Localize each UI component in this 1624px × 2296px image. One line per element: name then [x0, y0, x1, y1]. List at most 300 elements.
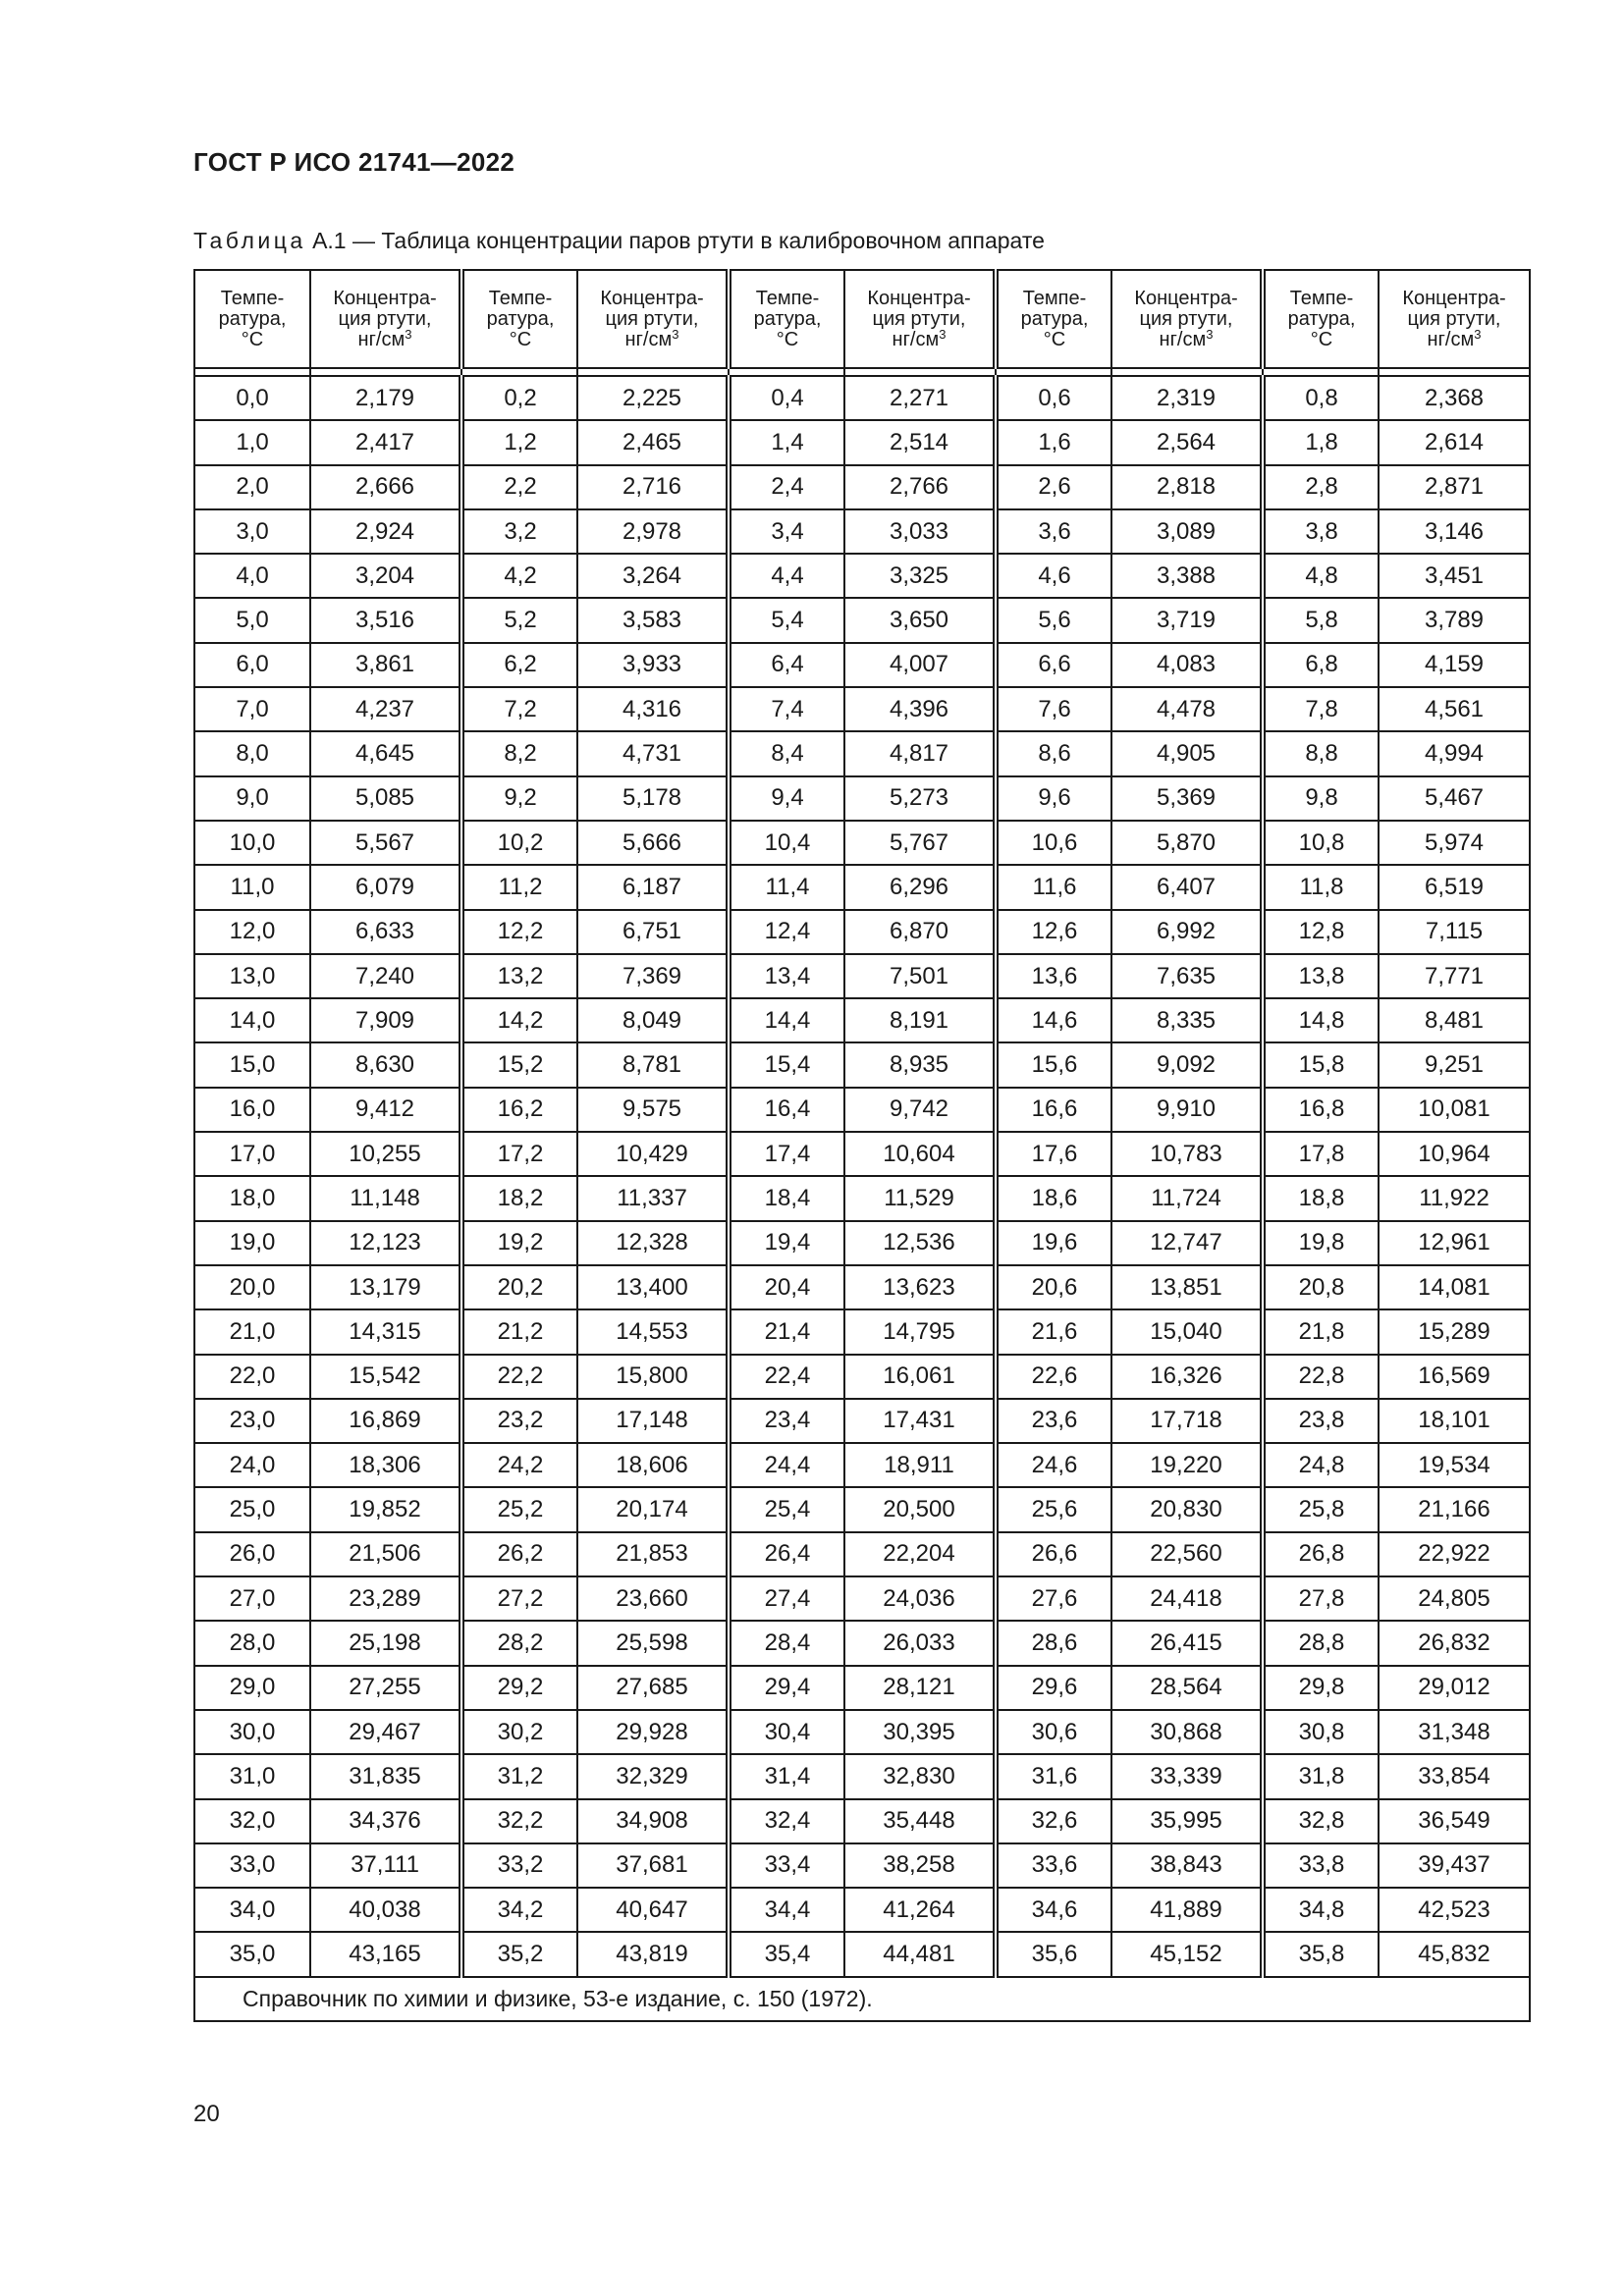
temperature-cell: 13,6 [996, 954, 1111, 998]
concentration-cell: 6,296 [844, 865, 996, 909]
header-gap-row [194, 368, 1530, 376]
temperature-cell: 0,2 [461, 376, 577, 420]
temperature-cell: 29,8 [1263, 1666, 1379, 1710]
header-temp-line-2: ратура, [218, 307, 287, 330]
table-row [194, 1042, 1530, 1087]
temperature-cell: 24,0 [194, 1443, 310, 1487]
temperature-cell: 24,6 [996, 1443, 1111, 1487]
concentration-cell: 8,630 [310, 1042, 461, 1087]
concentration-cell: 34,376 [310, 1799, 461, 1843]
concentration-cell: 10,964 [1379, 1132, 1530, 1176]
temperature-cell: 20,0 [194, 1265, 310, 1309]
concentration-cell: 4,007 [844, 643, 996, 687]
concentration-cell: 9,575 [577, 1088, 729, 1132]
concentration-cell: 14,081 [1379, 1265, 1530, 1309]
table-row [194, 1176, 1530, 1220]
concentration-cell: 8,049 [577, 998, 729, 1042]
temperature-cell: 0,4 [729, 376, 844, 420]
temperature-cell: 22,4 [729, 1355, 844, 1399]
temperature-cell: 5,8 [1263, 598, 1379, 642]
temperature-cell: 17,6 [996, 1132, 1111, 1176]
concentration-cell: 4,396 [844, 687, 996, 731]
concentration-cell: 35,448 [844, 1799, 996, 1843]
temperature-cell: 1,6 [996, 420, 1111, 464]
temperature-cell: 30,4 [729, 1710, 844, 1754]
concentration-cell: 27,255 [310, 1666, 461, 1710]
concentration-cell: 12,328 [577, 1221, 729, 1265]
concentration-cell: 36,549 [1379, 1799, 1530, 1843]
concentration-cell: 41,889 [1111, 1888, 1263, 1932]
gap-cell [577, 368, 729, 376]
header-temperature [996, 270, 1111, 368]
temperature-cell: 5,0 [194, 598, 310, 642]
concentration-cell: 2,818 [1111, 465, 1263, 509]
temperature-cell: 19,6 [996, 1221, 1111, 1265]
table-row [194, 910, 1530, 954]
temperature-cell: 21,0 [194, 1309, 310, 1354]
gap-cell [729, 368, 844, 376]
concentration-cell: 13,400 [577, 1265, 729, 1309]
concentration-cell: 6,407 [1111, 865, 1263, 909]
concentration-cell: 2,319 [1111, 376, 1263, 420]
concentration-cell: 4,083 [1111, 643, 1263, 687]
concentration-cell: 42,523 [1379, 1888, 1530, 1932]
header-concentration [1111, 270, 1263, 368]
concentration-cell: 3,204 [310, 554, 461, 598]
temperature-cell: 3,0 [194, 509, 310, 554]
concentration-cell: 20,500 [844, 1487, 996, 1531]
temperature-cell: 15,2 [461, 1042, 577, 1087]
concentration-cell: 3,583 [577, 598, 729, 642]
concentration-cell: 13,851 [1111, 1265, 1263, 1309]
concentration-cell: 22,204 [844, 1532, 996, 1576]
temperature-cell: 35,8 [1263, 1932, 1379, 1976]
concentration-cell: 45,152 [1111, 1932, 1263, 1976]
header-concentration [1379, 270, 1530, 368]
temperature-cell: 9,6 [996, 776, 1111, 821]
concentration-cell: 2,978 [577, 509, 729, 554]
concentration-cell: 34,908 [577, 1799, 729, 1843]
temperature-cell: 17,0 [194, 1132, 310, 1176]
table-row [194, 731, 1530, 775]
temperature-cell: 11,0 [194, 865, 310, 909]
concentration-cell: 28,121 [844, 1666, 996, 1710]
concentration-cell: 6,992 [1111, 910, 1263, 954]
temperature-cell: 35,0 [194, 1932, 310, 1976]
temperature-cell: 11,2 [461, 865, 577, 909]
header-conc-line-2: ция ртути, [1407, 307, 1501, 330]
temperature-cell: 10,6 [996, 821, 1111, 865]
concentration-cell: 3,650 [844, 598, 996, 642]
temperature-cell: 0,0 [194, 376, 310, 420]
temperature-cell: 19,4 [729, 1221, 844, 1265]
temperature-cell: 6,6 [996, 643, 1111, 687]
concentration-cell: 8,781 [577, 1042, 729, 1087]
temperature-cell: 18,2 [461, 1176, 577, 1220]
temperature-cell: 0,8 [1263, 376, 1379, 420]
header-temp-line-3: °С [1043, 328, 1066, 350]
temperature-cell: 21,8 [1263, 1309, 1379, 1354]
concentration-cell: 9,412 [310, 1088, 461, 1132]
concentration-cell: 10,255 [310, 1132, 461, 1176]
temperature-cell: 29,4 [729, 1666, 844, 1710]
concentration-cell: 7,909 [310, 998, 461, 1042]
temperature-cell: 7,4 [729, 687, 844, 731]
concentration-cell: 4,316 [577, 687, 729, 731]
concentration-cell: 33,854 [1379, 1754, 1530, 1798]
concentration-cell: 3,264 [577, 554, 729, 598]
header-temp-line-1: Темпе- [220, 287, 285, 309]
temperature-cell: 12,2 [461, 910, 577, 954]
temperature-cell: 33,4 [729, 1843, 844, 1888]
table-row [194, 465, 1530, 509]
table-caption [193, 228, 1045, 254]
temperature-cell: 28,0 [194, 1621, 310, 1665]
table-row [194, 1132, 1530, 1176]
temperature-cell: 8,4 [729, 731, 844, 775]
header-conc-line-1: Концентра- [1134, 287, 1238, 309]
concentration-cell: 17,718 [1111, 1399, 1263, 1443]
concentration-cell: 20,174 [577, 1487, 729, 1531]
header-conc-line-2: ция ртути, [338, 307, 432, 330]
header-conc-unit-exponent: 3 [1474, 326, 1482, 342]
temperature-cell: 17,2 [461, 1132, 577, 1176]
header-temp-line-3: °С [1310, 328, 1333, 350]
concentration-cell: 6,079 [310, 865, 461, 909]
concentration-cell: 25,198 [310, 1621, 461, 1665]
temperature-cell: 2,2 [461, 465, 577, 509]
temperature-cell: 24,8 [1263, 1443, 1379, 1487]
concentration-cell: 5,085 [310, 776, 461, 821]
concentration-cell: 11,337 [577, 1176, 729, 1220]
temperature-cell: 18,8 [1263, 1176, 1379, 1220]
temperature-cell: 34,2 [461, 1888, 577, 1932]
header-conc-unit: нг/см [1159, 328, 1207, 350]
concentration-cell: 4,237 [310, 687, 461, 731]
temperature-cell: 4,0 [194, 554, 310, 598]
header-temp-line-2: ратура, [486, 307, 555, 330]
temperature-cell: 15,4 [729, 1042, 844, 1087]
temperature-cell: 18,0 [194, 1176, 310, 1220]
gap-cell [194, 368, 310, 376]
table-number: А.1 [312, 228, 347, 253]
gap-cell [1263, 368, 1379, 376]
header-conc-line-2: ция ртути, [1139, 307, 1233, 330]
concentration-cell: 30,395 [844, 1710, 996, 1754]
temperature-cell: 35,2 [461, 1932, 577, 1976]
header-conc-line-1: Концентра- [1402, 287, 1506, 309]
concentration-cell: 43,165 [310, 1932, 461, 1976]
concentration-cell: 29,467 [310, 1710, 461, 1754]
temperature-cell: 23,8 [1263, 1399, 1379, 1443]
temperature-cell: 4,4 [729, 554, 844, 598]
concentration-cell: 9,251 [1379, 1042, 1530, 1087]
concentration-cell: 39,437 [1379, 1843, 1530, 1888]
temperature-cell: 8,8 [1263, 731, 1379, 775]
table-row [194, 376, 1530, 420]
header-conc-unit-exponent: 3 [1206, 326, 1214, 342]
temperature-cell: 13,8 [1263, 954, 1379, 998]
gap-cell [1379, 368, 1530, 376]
temperature-cell: 25,8 [1263, 1487, 1379, 1531]
concentration-cell: 37,111 [310, 1843, 461, 1888]
concentration-cell: 6,751 [577, 910, 729, 954]
temperature-cell: 19,2 [461, 1221, 577, 1265]
table-row [194, 1576, 1530, 1621]
table-title: — Таблица концентрации паров ртути в калибровочном аппарате [346, 228, 1045, 253]
concentration-cell: 2,924 [310, 509, 461, 554]
temperature-cell: 27,2 [461, 1576, 577, 1621]
concentration-cell: 4,159 [1379, 643, 1530, 687]
concentration-cell: 3,719 [1111, 598, 1263, 642]
concentration-cell: 3,861 [310, 643, 461, 687]
temperature-cell: 19,0 [194, 1221, 310, 1265]
header-temp-line-3: °С [509, 328, 532, 350]
temperature-cell: 24,2 [461, 1443, 577, 1487]
concentration-cell: 22,922 [1379, 1532, 1530, 1576]
temperature-cell: 16,8 [1263, 1088, 1379, 1132]
table-row [194, 420, 1530, 464]
temperature-cell: 28,4 [729, 1621, 844, 1665]
table-row [194, 1932, 1530, 1976]
header-conc-unit-exponent: 3 [672, 326, 679, 342]
concentration-cell: 4,731 [577, 731, 729, 775]
header-concentration [844, 270, 996, 368]
temperature-cell: 21,6 [996, 1309, 1111, 1354]
concentration-cell: 11,148 [310, 1176, 461, 1220]
concentration-cell: 3,089 [1111, 509, 1263, 554]
document-code: ГОСТ Р ИСО 21741—2022 [193, 147, 515, 177]
temperature-cell: 7,8 [1263, 687, 1379, 731]
concentration-cell: 2,666 [310, 465, 461, 509]
concentration-cell: 43,819 [577, 1932, 729, 1976]
temperature-cell: 14,2 [461, 998, 577, 1042]
concentration-cell: 40,038 [310, 1888, 461, 1932]
header-conc-unit: нг/см [357, 328, 406, 350]
temperature-cell: 28,6 [996, 1621, 1111, 1665]
temperature-cell: 13,2 [461, 954, 577, 998]
source-row [194, 1977, 1530, 2021]
temperature-cell: 18,6 [996, 1176, 1111, 1220]
concentration-cell: 2,514 [844, 420, 996, 464]
temperature-cell: 14,0 [194, 998, 310, 1042]
concentration-cell: 23,289 [310, 1576, 461, 1621]
temperature-cell: 8,2 [461, 731, 577, 775]
temperature-cell: 1,0 [194, 420, 310, 464]
gap-cell [461, 368, 577, 376]
temperature-cell: 29,6 [996, 1666, 1111, 1710]
temperature-cell: 2,4 [729, 465, 844, 509]
concentration-cell: 3,033 [844, 509, 996, 554]
temperature-cell: 18,4 [729, 1176, 844, 1220]
concentration-cell: 15,289 [1379, 1309, 1530, 1354]
header-temp-line-1: Темпе- [1289, 287, 1354, 309]
temperature-cell: 3,8 [1263, 509, 1379, 554]
temperature-cell: 2,6 [996, 465, 1111, 509]
concentration-cell: 5,273 [844, 776, 996, 821]
concentration-cell: 21,506 [310, 1532, 461, 1576]
concentration-cell: 5,369 [1111, 776, 1263, 821]
concentration-cell: 2,368 [1379, 376, 1530, 420]
table-label: Таблица [193, 228, 306, 253]
temperature-cell: 20,2 [461, 1265, 577, 1309]
temperature-cell: 27,8 [1263, 1576, 1379, 1621]
concentration-cell: 3,933 [577, 643, 729, 687]
temperature-cell: 27,4 [729, 1576, 844, 1621]
temperature-cell: 6,2 [461, 643, 577, 687]
table-row [194, 1710, 1530, 1754]
concentration-cell: 2,271 [844, 376, 996, 420]
concentration-cell: 2,766 [844, 465, 996, 509]
temperature-cell: 19,8 [1263, 1221, 1379, 1265]
temperature-cell: 9,0 [194, 776, 310, 821]
concentration-cell: 18,606 [577, 1443, 729, 1487]
table-row [194, 1221, 1530, 1265]
concentration-cell: 9,092 [1111, 1042, 1263, 1087]
header-temp-line-3: °С [241, 328, 264, 350]
concentration-cell: 17,148 [577, 1399, 729, 1443]
table-row [194, 1399, 1530, 1443]
concentration-cell: 15,800 [577, 1355, 729, 1399]
concentration-cell: 21,853 [577, 1532, 729, 1576]
temperature-cell: 1,8 [1263, 420, 1379, 464]
concentration-cell: 22,560 [1111, 1532, 1263, 1576]
concentration-cell: 6,187 [577, 865, 729, 909]
temperature-cell: 32,4 [729, 1799, 844, 1843]
temperature-cell: 17,4 [729, 1132, 844, 1176]
temperature-cell: 14,4 [729, 998, 844, 1042]
concentration-cell: 16,869 [310, 1399, 461, 1443]
temperature-cell: 26,8 [1263, 1532, 1379, 1576]
table-row [194, 1088, 1530, 1132]
temperature-cell: 3,4 [729, 509, 844, 554]
header-conc-unit: нг/см [892, 328, 940, 350]
table-row [194, 1843, 1530, 1888]
concentration-cell: 32,830 [844, 1754, 996, 1798]
concentration-cell: 17,431 [844, 1399, 996, 1443]
temperature-cell: 7,0 [194, 687, 310, 731]
concentration-cell: 18,101 [1379, 1399, 1530, 1443]
temperature-cell: 34,8 [1263, 1888, 1379, 1932]
header-temp-line-2: ратура, [753, 307, 822, 330]
temperature-cell: 16,6 [996, 1088, 1111, 1132]
temperature-cell: 12,4 [729, 910, 844, 954]
temperature-cell: 35,6 [996, 1932, 1111, 1976]
header-concentration [577, 270, 729, 368]
table-row [194, 821, 1530, 865]
temperature-cell: 32,8 [1263, 1799, 1379, 1843]
concentration-cell: 3,451 [1379, 554, 1530, 598]
temperature-cell: 7,2 [461, 687, 577, 731]
temperature-cell: 28,2 [461, 1621, 577, 1665]
concentration-cell: 26,033 [844, 1621, 996, 1665]
table-row [194, 998, 1530, 1042]
table-row [194, 776, 1530, 821]
temperature-cell: 15,6 [996, 1042, 1111, 1087]
concentration-cell: 2,716 [577, 465, 729, 509]
table-row [194, 1799, 1530, 1843]
temperature-cell: 24,4 [729, 1443, 844, 1487]
header-temp-line-2: ратура, [1287, 307, 1356, 330]
concentration-cell: 3,516 [310, 598, 461, 642]
temperature-cell: 15,8 [1263, 1042, 1379, 1087]
concentration-cell: 8,191 [844, 998, 996, 1042]
concentration-cell: 5,178 [577, 776, 729, 821]
concentration-cell: 35,995 [1111, 1799, 1263, 1843]
temperature-cell: 6,8 [1263, 643, 1379, 687]
mercury-concentration-table [193, 269, 1531, 2022]
temperature-cell: 11,4 [729, 865, 844, 909]
concentration-cell: 3,325 [844, 554, 996, 598]
temperature-cell: 22,8 [1263, 1355, 1379, 1399]
concentration-cell: 18,306 [310, 1443, 461, 1487]
header-conc-unit-exponent: 3 [939, 326, 947, 342]
concentration-cell: 19,534 [1379, 1443, 1530, 1487]
concentration-cell: 13,179 [310, 1265, 461, 1309]
temperature-cell: 9,4 [729, 776, 844, 821]
temperature-cell: 16,2 [461, 1088, 577, 1132]
concentration-cell: 20,830 [1111, 1487, 1263, 1531]
temperature-cell: 16,4 [729, 1088, 844, 1132]
concentration-cell: 5,870 [1111, 821, 1263, 865]
concentration-cell: 38,258 [844, 1843, 996, 1888]
temperature-cell: 29,0 [194, 1666, 310, 1710]
temperature-cell: 12,8 [1263, 910, 1379, 954]
temperature-cell: 3,2 [461, 509, 577, 554]
concentration-cell: 19,220 [1111, 1443, 1263, 1487]
temperature-cell: 7,6 [996, 687, 1111, 731]
temperature-cell: 8,0 [194, 731, 310, 775]
table-row [194, 643, 1530, 687]
temperature-cell: 34,6 [996, 1888, 1111, 1932]
concentration-cell: 14,553 [577, 1309, 729, 1354]
temperature-cell: 10,8 [1263, 821, 1379, 865]
concentration-cell: 14,315 [310, 1309, 461, 1354]
concentration-cell: 11,922 [1379, 1176, 1530, 1220]
temperature-cell: 6,0 [194, 643, 310, 687]
concentration-cell: 11,724 [1111, 1176, 1263, 1220]
concentration-cell: 10,783 [1111, 1132, 1263, 1176]
temperature-cell: 30,6 [996, 1710, 1111, 1754]
temperature-cell: 26,0 [194, 1532, 310, 1576]
concentration-cell: 33,339 [1111, 1754, 1263, 1798]
header-conc-line-1: Концентра- [867, 287, 971, 309]
temperature-cell: 4,6 [996, 554, 1111, 598]
temperature-cell: 32,0 [194, 1799, 310, 1843]
table-row [194, 1621, 1530, 1665]
concentration-cell: 31,835 [310, 1754, 461, 1798]
temperature-cell: 9,2 [461, 776, 577, 821]
concentration-cell: 41,264 [844, 1888, 996, 1932]
header-conc-line-2: ция ртути, [605, 307, 699, 330]
temperature-cell: 27,0 [194, 1576, 310, 1621]
temperature-cell: 0,6 [996, 376, 1111, 420]
temperature-cell: 31,0 [194, 1754, 310, 1798]
header-conc-unit-exponent: 3 [405, 326, 412, 342]
temperature-cell: 8,6 [996, 731, 1111, 775]
table-row [194, 509, 1530, 554]
concentration-cell: 7,501 [844, 954, 996, 998]
concentration-cell: 5,567 [310, 821, 461, 865]
concentration-cell: 10,604 [844, 1132, 996, 1176]
concentration-cell: 26,415 [1111, 1621, 1263, 1665]
temperature-cell: 12,6 [996, 910, 1111, 954]
temperature-cell: 17,8 [1263, 1132, 1379, 1176]
temperature-cell: 22,0 [194, 1355, 310, 1399]
temperature-cell: 31,6 [996, 1754, 1111, 1798]
concentration-cell: 5,467 [1379, 776, 1530, 821]
header-temperature [461, 270, 577, 368]
